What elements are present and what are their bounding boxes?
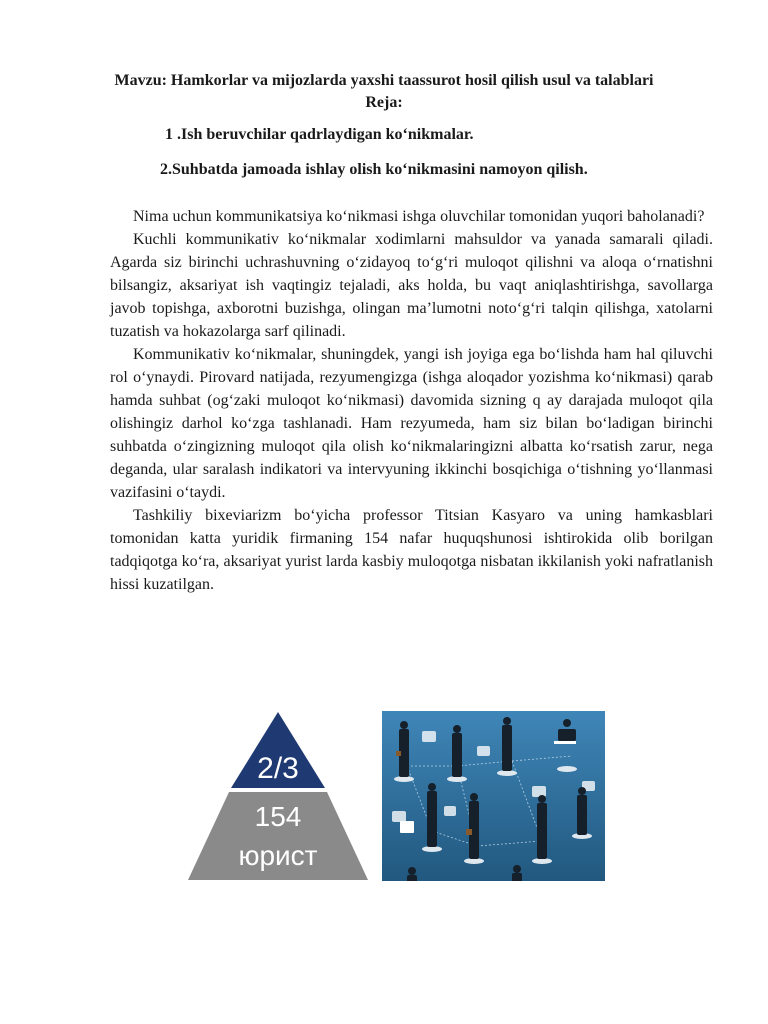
pyramid-word: юрист	[238, 840, 318, 871]
paragraph-1: Nima uchun kommunikatsiya koʻnikmasi ishga oluvchilar tomonidan yuqori baholanadi?	[133, 208, 705, 225]
paragraph-3: Kommunikativ koʻnikmalar, shuningdek, yangi ish joyiga ega boʻlishda ham hal qiluvchi rol oʻynaydi. Pirovard natijada, rezyumengizga (ishga aloqador yozishma koʻnikmasi) qarab hamda suhbat (ogʻzaki muloqot koʻnikmasi) davomida sizning q ay darajada muloqot qila olishingiz darhol koʻzga tashlanadi. Ham rezyumeda, ham siz bilan boʻladigan birinchi suhbatda oʻzingizning muloqot qila olish koʻnikmalaringizni albatta koʻrsatish zarur, nega deganda, ular saralash indikatori va intervyuning ikkinchi bosqichiga oʻtishning yoʻllanmasi vazifasini oʻtaydi.	[110, 346, 713, 501]
paragraph-4: Tashkiliy bixeviarizm boʻyicha professor Titsian Kasyaro va uning hamkasblari tomonidan katta yuridik firmaning 154 nafar huquqshunosi ishtirokida olib borilgan tadqiqotga koʻra, aksariyat yurist larda kasbiy muloqotga nisbatan ikkilanish yoki nafratlanish hissi kuzatilgan.	[110, 507, 713, 593]
pyramid-infographic	[188, 712, 368, 880]
plan-item-1: 1 .Ish beruvchilar qadrlaydigan koʻnikmalar.	[165, 126, 474, 143]
plan-heading: Reja:	[365, 94, 403, 111]
pyramid-number: 154	[254, 801, 302, 832]
body-text	[110, 205, 713, 596]
document-title: Mavzu: Hamkorlar va mijozlarda yaxshi taassurot hosil qilish usul va talablari	[114, 72, 654, 89]
pyramid-top-label: 2/3	[257, 752, 299, 785]
plan-item-2: 2.Suhbatda jamoada ishlay olish koʻnikmasini namoyon qilish.	[160, 161, 588, 178]
business-network-image	[382, 711, 605, 881]
paragraph-2: Kuchli kommunikativ koʻnikmalar xodimlarni mahsuldor va yanada samarali qiladi. Agarda siz birinchi uchrashuvning oʻzidayoq toʻgʻri muloqot qilishni va aloqa oʻrnatishni bilsangiz, aksariyat ish vaqtingiz tejaladi, aks holda, bu vaqt aniqlashtirishga, savollarga javob topishga, axborotni buzishga, olingan maʼlumotni notoʻgʻri talqin qilishga, xatolarni tuzatish va hokazolarga sarf qilinadi.	[110, 231, 713, 340]
